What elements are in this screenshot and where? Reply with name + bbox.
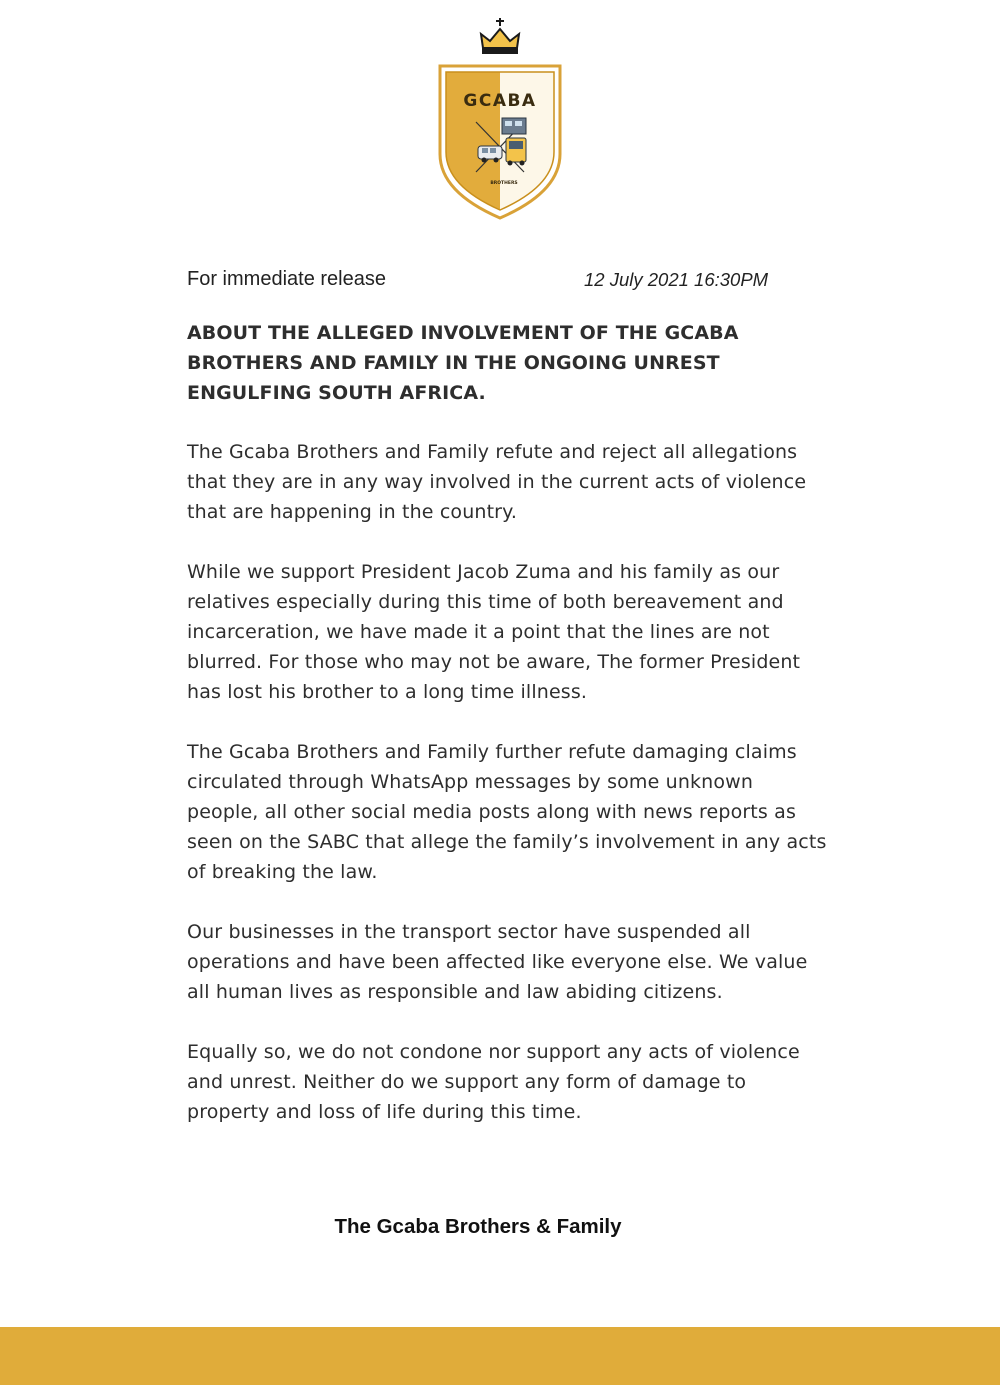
release-row bbox=[187, 268, 787, 298]
signature: The Gcaba Brothers & Family bbox=[334, 1215, 622, 1238]
statement-body bbox=[187, 437, 827, 1157]
paragraph-5: Equally so, we do not condone nor support any acts of violence and unrest. Neither do we support any form of damage to property and loss of life during this time. bbox=[187, 1041, 800, 1123]
logo-brand-text: GCABA bbox=[463, 91, 537, 111]
paragraph-1: The Gcaba Brothers and Family refute and reject all allegations that they are in any way involved in the current acts of violence that are happening in the country. bbox=[187, 441, 807, 523]
crown-icon bbox=[481, 18, 519, 53]
headline: ABOUT THE ALLEGED INVOLVEMENT OF THE GCABA BROTHERS AND FAMILY IN THE ONGOING UNREST ENGULFING SOUTH AFRICA. bbox=[187, 322, 739, 404]
paragraph-2: While we support President Jacob Zuma and his family as our relatives especially during this time of both bereavement and incarceration, we have made it a point that the lines are not blurred. For those who may not be aware, The former President has lost his brother to a long time illness. bbox=[187, 561, 801, 703]
release-date: 12 July 2021 16:30PM bbox=[584, 269, 769, 290]
gcaba-brothers-logo bbox=[430, 14, 570, 224]
paragraph-3: The Gcaba Brothers and Family further refute damaging claims circulated through WhatsApp messages by some unknown people, all other social media posts along with news reports as seen on the SABC that allege the family’s involvement in any acts of breaking the law. bbox=[187, 741, 827, 883]
paragraph-4: Our businesses in the transport sector have suspended all operations and have been affected like everyone else. We value all human lives as responsible and law abiding citizens. bbox=[187, 921, 808, 1003]
footer-band bbox=[0, 1327, 1000, 1385]
release-label: For immediate release bbox=[187, 268, 386, 290]
logo-subtitle-text: BROTHERS bbox=[490, 181, 518, 186]
